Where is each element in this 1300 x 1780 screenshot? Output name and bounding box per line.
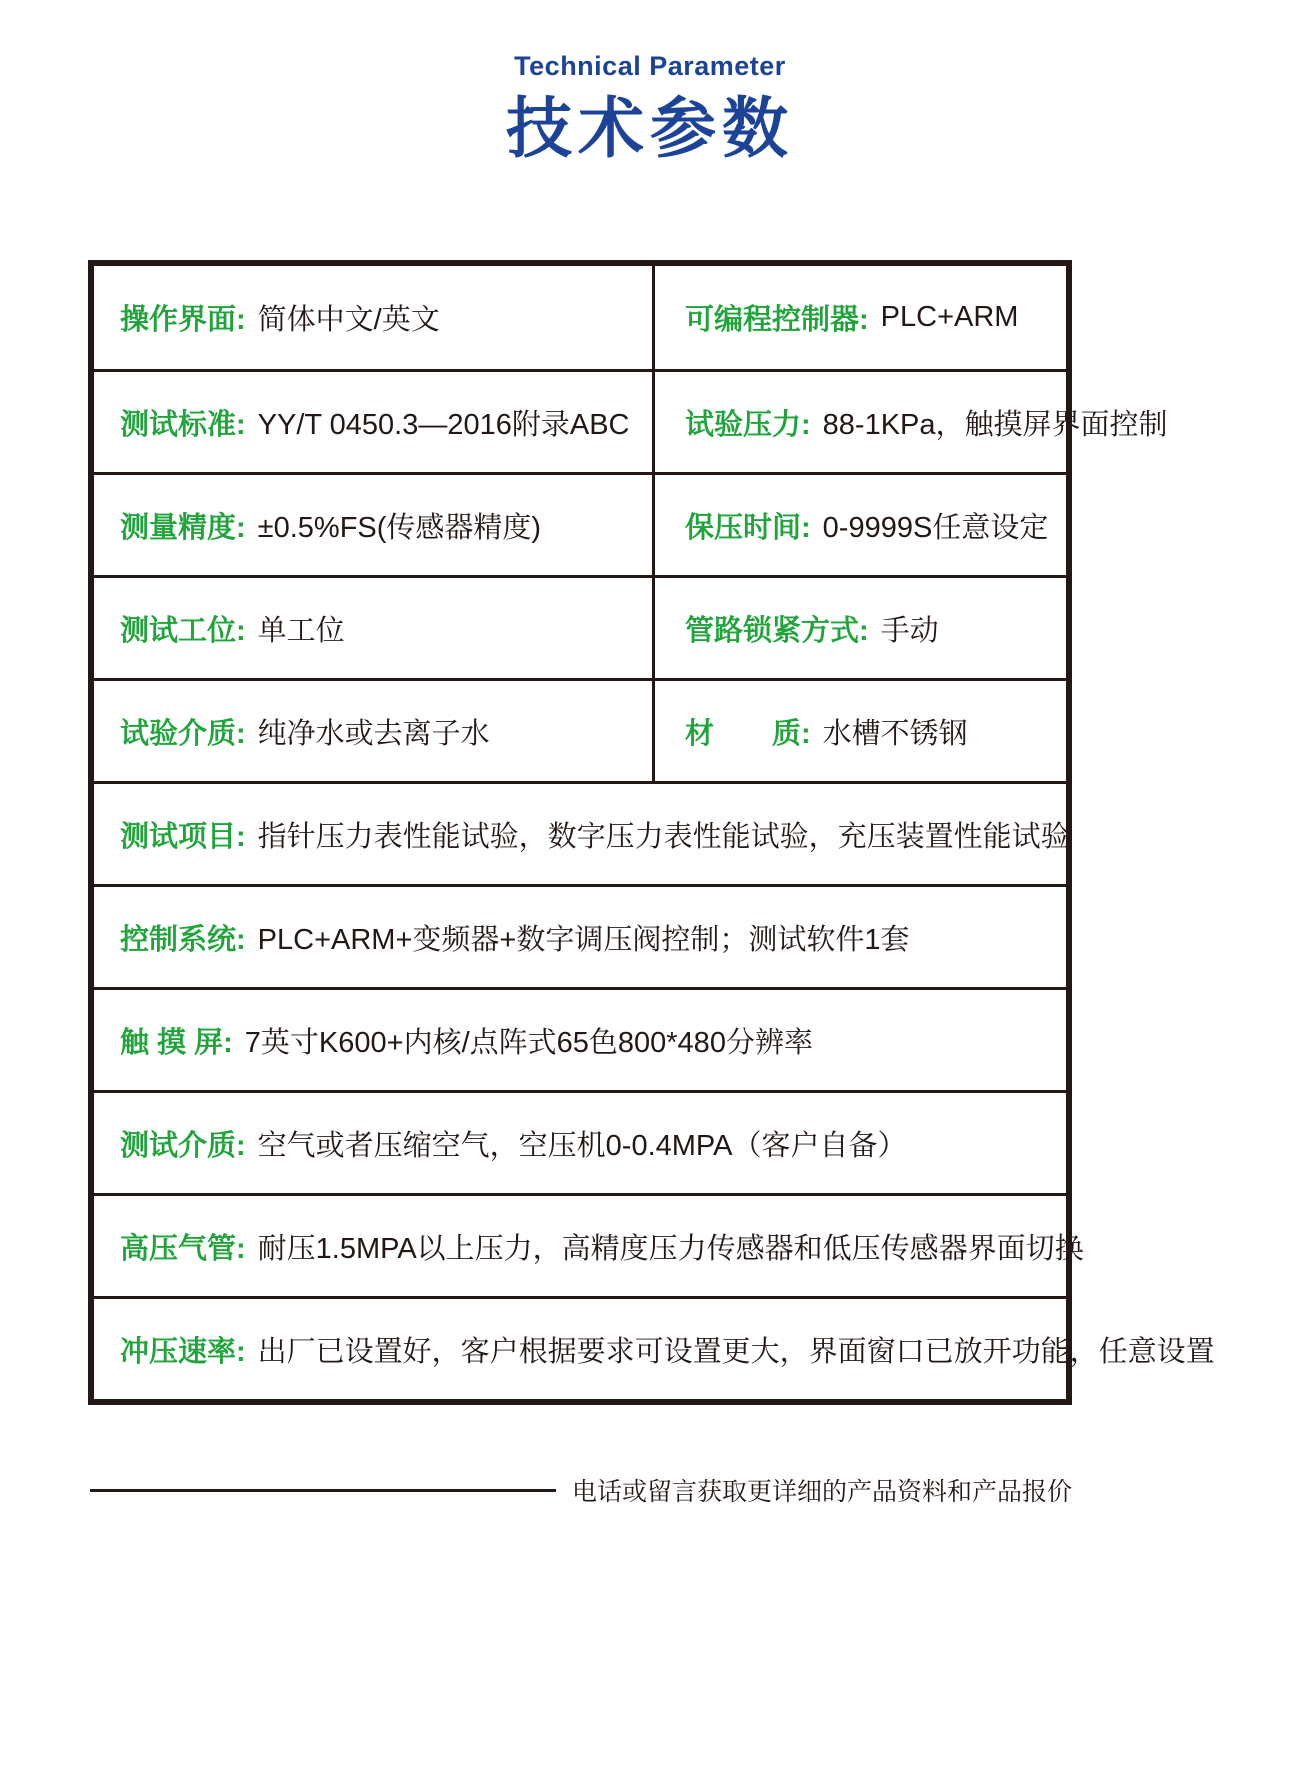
param-cell: [652, 266, 1066, 369]
param-cell: [652, 475, 1066, 575]
param-row-stations: [94, 575, 1066, 678]
param-cell: [94, 681, 652, 781]
param-cell: [94, 1299, 1225, 1399]
param-value: 耐压1.5MPA以上压力，高精度压力传感器和低压传感器界面切换: [257, 1232, 1084, 1265]
param-cell: [94, 1196, 1094, 1296]
param-cell: [94, 372, 652, 472]
param-value: 单工位: [257, 614, 345, 647]
param-label: 测量精度:: [120, 511, 246, 544]
param-cell: [94, 784, 1080, 884]
param-value: 简体中文/英文: [257, 304, 440, 336]
param-cell: [94, 887, 1066, 987]
param-row-test-items: [94, 781, 1070, 884]
param-row-test-medium-air: [94, 1090, 1066, 1193]
param-row-test-standard: [94, 369, 1168, 472]
param-value: YY/T 0450.3—2016附录ABC: [257, 408, 630, 441]
page-header: [0, 0, 1300, 164]
param-cell: [94, 475, 652, 575]
param-label: 管路锁紧方式:: [685, 614, 869, 647]
param-value: 纯净水或去离子水: [257, 717, 490, 750]
param-value: PLC+ARM+变频器+数字调压阀控制；测试软件1套: [257, 923, 910, 956]
param-row-control-system: [94, 884, 1066, 987]
param-value: 手动: [880, 614, 939, 647]
param-label: 冲压速率:: [120, 1335, 246, 1368]
param-cell: [94, 266, 652, 369]
param-value: 指针压力表性能试验，数字压力表性能试验，充压装置性能试验: [257, 820, 1070, 853]
param-label: 材 质:: [685, 717, 811, 750]
param-row-touch-screen: [94, 987, 1066, 1090]
param-cell: [652, 578, 1066, 678]
param-value: 空气或者压缩空气，空压机0-0.4MPA（客户自备）: [257, 1129, 907, 1162]
param-value: PLC+ARM: [880, 301, 1019, 333]
page-subtitle: Technical Parameter: [514, 51, 786, 81]
param-label: 测试介质:: [120, 1129, 246, 1162]
param-label: 试验压力:: [685, 408, 811, 441]
page-title: 技术参数: [506, 90, 794, 165]
param-label: 触 摸 屏:: [120, 1026, 233, 1059]
param-value: 0-9999S任意设定: [822, 511, 1049, 544]
param-label: 测试标准:: [120, 408, 246, 441]
footer-divider-line: [90, 1489, 556, 1492]
param-value: 水槽不锈钢: [822, 717, 968, 750]
param-label: 保压时间:: [685, 511, 811, 544]
parameter-table: [88, 260, 1215, 1405]
param-label: 控制系统:: [120, 923, 246, 956]
param-row-test-medium-water: [94, 678, 1066, 781]
param-cell: [94, 578, 652, 678]
param-label: 测试工位:: [120, 614, 246, 647]
footer-note: 电话或留言获取更详细的产品资料和产品报价: [571, 1478, 1072, 1506]
param-row-high-pressure-pipe: [94, 1193, 1084, 1296]
param-cell: [652, 681, 1066, 781]
page-footer: [90, 1472, 1072, 1508]
param-row-impulse-rate: [94, 1296, 1215, 1399]
param-label: 可编程控制器:: [685, 304, 869, 336]
param-label: 测试项目:: [120, 820, 246, 853]
param-row-operation-interface: [94, 266, 1066, 369]
param-value: 出厂已设置好，客户根据要求可设置更大，界面窗口已放开功能，任意设置: [257, 1335, 1215, 1368]
param-value: ±0.5%FS(传感器精度): [257, 511, 542, 544]
param-label: 高压气管:: [120, 1232, 246, 1265]
param-label: 试验介质:: [120, 717, 246, 750]
param-label: 操作界面:: [120, 304, 246, 336]
param-value: 88-1KPa，触摸屏界面控制: [822, 408, 1168, 441]
param-row-accuracy: [94, 472, 1066, 575]
param-cell: [652, 372, 1178, 472]
param-cell: [94, 990, 1066, 1090]
param-value: 7英寸K600+内核/点阵式65色800*480分辨率: [244, 1026, 813, 1059]
param-cell: [94, 1093, 1066, 1193]
